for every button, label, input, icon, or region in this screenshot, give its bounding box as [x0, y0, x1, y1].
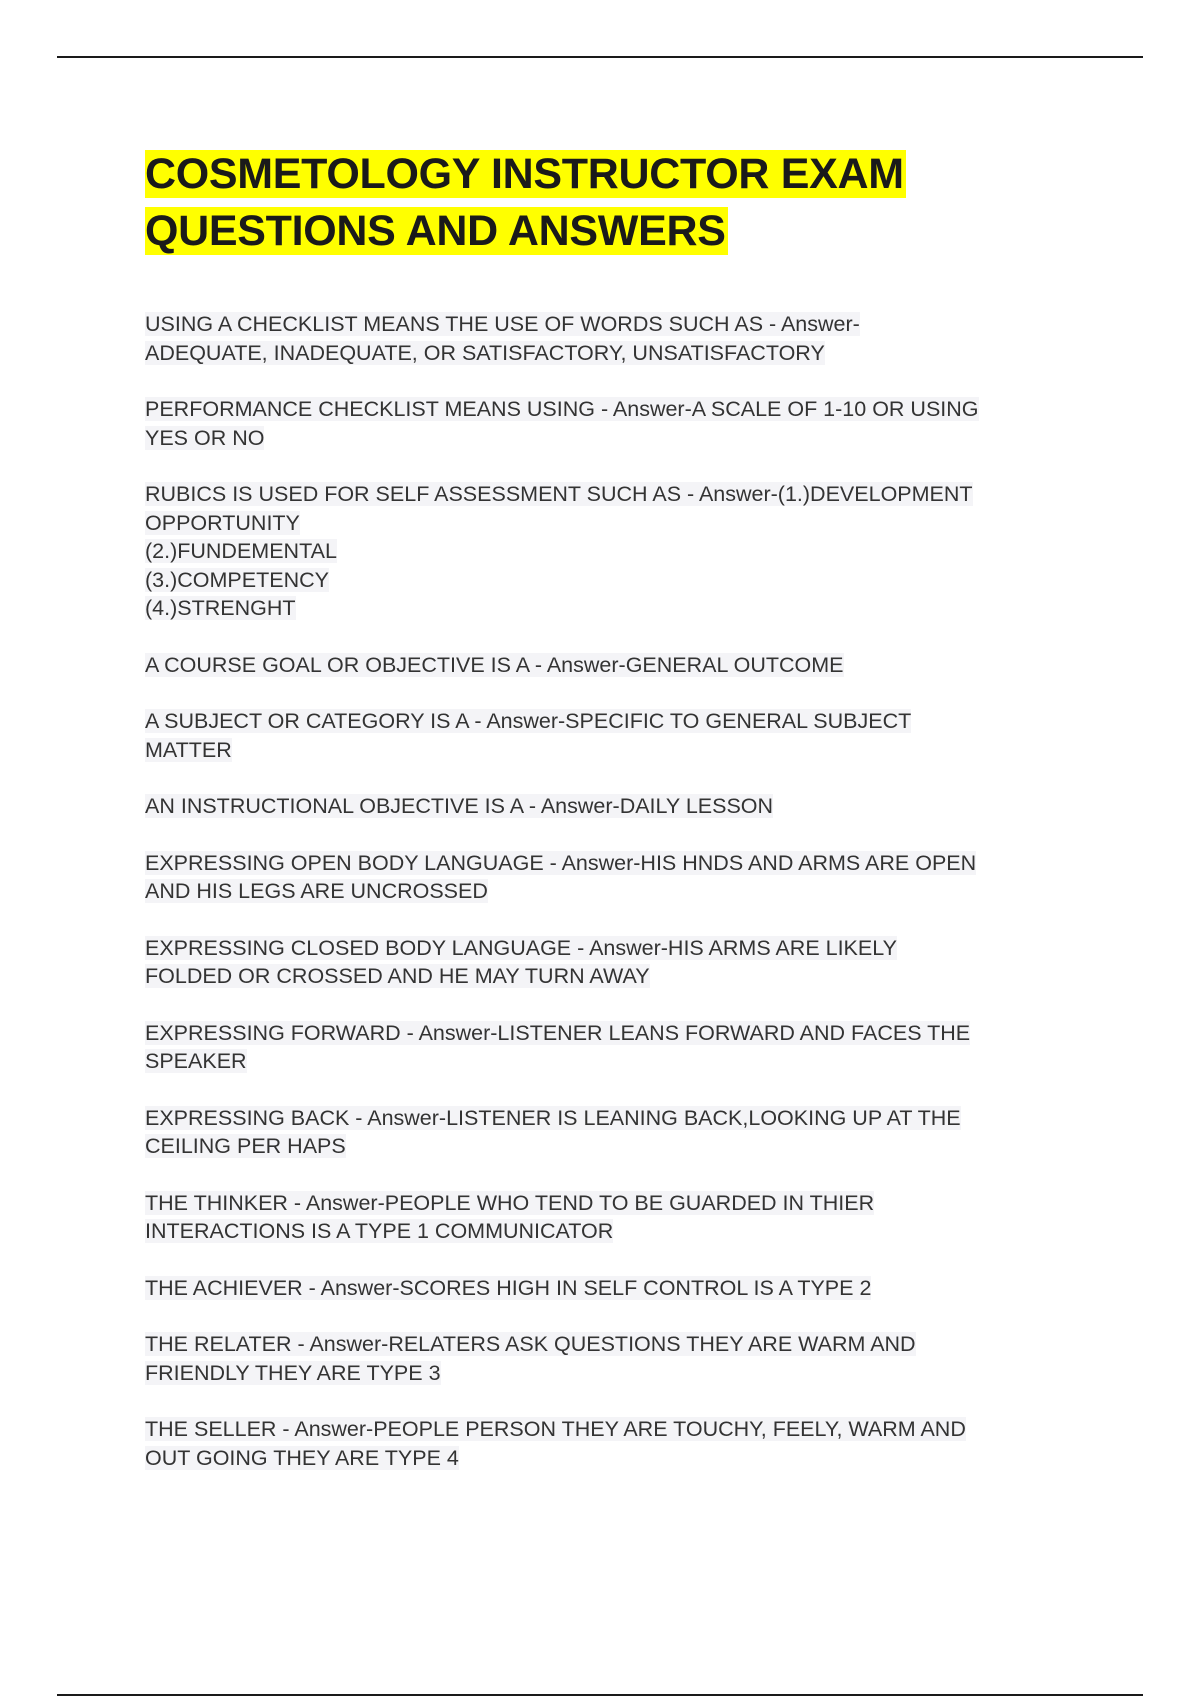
qa-line: [145, 849, 1095, 878]
qa-line: [145, 1132, 1095, 1161]
qa-line-text: EXPRESSING BACK - Answer-LISTENER IS LEANING BACK,LOOKING UP AT THE: [145, 1105, 961, 1130]
qa-line-text: AN INSTRUCTIONAL OBJECTIVE IS A - Answer-DAILY LESSON: [145, 794, 774, 818]
qa-line: [145, 395, 1095, 424]
qa-line-text: EXPRESSING OPEN BODY LANGUAGE - Answer-HIS HNDS AND ARMS ARE OPEN: [145, 850, 977, 875]
qa-line-text: EXPRESSING FORWARD - Answer-LISTENER LEANS FORWARD AND FACES THE: [145, 1020, 971, 1045]
qa-line: [145, 1274, 1095, 1303]
qa-line-text: CEILING PER HAPS: [145, 1134, 346, 1158]
qa-item: [145, 1274, 1095, 1303]
top-rule: [57, 56, 1143, 58]
qa-line: [145, 310, 1095, 339]
document-title: [145, 146, 1095, 260]
qa-line: [145, 424, 1095, 453]
qa-line: [145, 707, 1095, 736]
qa-line: [145, 480, 1095, 509]
qa-line-text: AND HIS LEGS ARE UNCROSSED: [145, 879, 488, 903]
qa-line-text: THE RELATER - Answer-RELATERS ASK QUESTIONS THEY ARE WARM AND: [145, 1332, 916, 1356]
qa-line: [145, 1047, 1095, 1076]
qa-item: [145, 1019, 1095, 1076]
qa-line: [145, 509, 1095, 538]
qa-line-text: FRIENDLY THEY ARE TYPE 3: [145, 1360, 441, 1385]
qa-line-text: INTERACTIONS IS A TYPE 1 COMMUNICATOR: [145, 1219, 614, 1243]
qa-line: [145, 1189, 1095, 1218]
qa-line-text: OUT GOING THEY ARE TYPE 4: [145, 1445, 459, 1470]
qa-line-text: THE ACHIEVER - Answer-SCORES HIGH IN SELF CONTROL IS A TYPE 2: [145, 1275, 872, 1300]
qa-item: [145, 1415, 1095, 1472]
qa-line: [145, 792, 1095, 821]
qa-line-text: A SUBJECT OR CATEGORY IS A - Answer-SPECIFIC TO GENERAL SUBJECT: [145, 709, 912, 733]
qa-line: [145, 566, 1095, 595]
qa-line: [145, 1019, 1095, 1048]
qa-line-text: (3.)COMPETENCY: [145, 567, 329, 592]
qa-line-text: A COURSE GOAL OR OBJECTIVE IS A - Answer-GENERAL OUTCOME: [145, 652, 844, 677]
qa-line: [145, 1359, 1095, 1388]
qa-line-text: MATTER: [145, 737, 232, 762]
qa-item: [145, 707, 1095, 764]
title-line-2: QUESTIONS AND ANSWERS: [145, 207, 726, 255]
qa-item: [145, 1330, 1095, 1387]
qa-line: [145, 339, 1095, 368]
title-line-1: COSMETOLOGY INSTRUCTOR EXAM: [145, 150, 904, 198]
qa-item: [145, 395, 1095, 452]
qa-line: [145, 877, 1095, 906]
qa-item: [145, 480, 1095, 623]
qa-line: [145, 1104, 1095, 1133]
qa-line-text: YES OR NO: [145, 425, 265, 450]
qa-line: [145, 594, 1095, 623]
qa-line: [145, 1415, 1095, 1444]
qa-line: [145, 651, 1095, 680]
qa-item: [145, 310, 1095, 367]
qa-item: [145, 792, 1095, 821]
qa-line: [145, 962, 1095, 991]
qa-item: [145, 934, 1095, 991]
qa-line-text: RUBICS IS USED FOR SELF ASSESSMENT SUCH AS - Answer-(1.)DEVELOPMENT: [145, 482, 973, 506]
qa-line-text: USING A CHECKLIST MEANS THE USE OF WORDS SUCH AS - Answer-: [145, 312, 860, 336]
qa-line: [145, 934, 1095, 963]
document-body: [145, 146, 1095, 1500]
qa-line-text: THE SELLER - Answer-PEOPLE PERSON THEY ARE TOUCHY, FEELY, WARM AND: [145, 1417, 966, 1441]
qa-line-text: THE THINKER - Answer-PEOPLE WHO TEND TO BE GUARDED IN THIER: [145, 1190, 875, 1215]
qa-line-text: PERFORMANCE CHECKLIST MEANS USING - Answer-A SCALE OF 1-10 OR USING: [145, 397, 979, 421]
qa-line-text: OPPORTUNITY: [145, 510, 300, 535]
qa-line: [145, 1444, 1095, 1473]
qa-item: [145, 849, 1095, 906]
qa-line: [145, 1330, 1095, 1359]
qa-line-text: ADEQUATE, INADEQUATE, OR SATISFACTORY, UNSATISFACTORY: [145, 340, 825, 365]
qa-item: [145, 651, 1095, 680]
qa-line: [145, 1217, 1095, 1246]
qa-line: [145, 736, 1095, 765]
bottom-rule: [57, 1694, 1143, 1696]
qa-line: [145, 537, 1095, 566]
qa-line-text: FOLDED OR CROSSED AND HE MAY TURN AWAY: [145, 964, 650, 988]
qa-list: [145, 310, 1095, 1472]
qa-item: [145, 1104, 1095, 1161]
qa-line-text: (2.)FUNDEMENTAL: [145, 539, 337, 563]
qa-line-text: EXPRESSING CLOSED BODY LANGUAGE - Answer-HIS ARMS ARE LIKELY: [145, 935, 897, 960]
qa-line-text: SPEAKER: [145, 1049, 247, 1073]
qa-line-text: (4.)STRENGHT: [145, 596, 296, 620]
qa-item: [145, 1189, 1095, 1246]
